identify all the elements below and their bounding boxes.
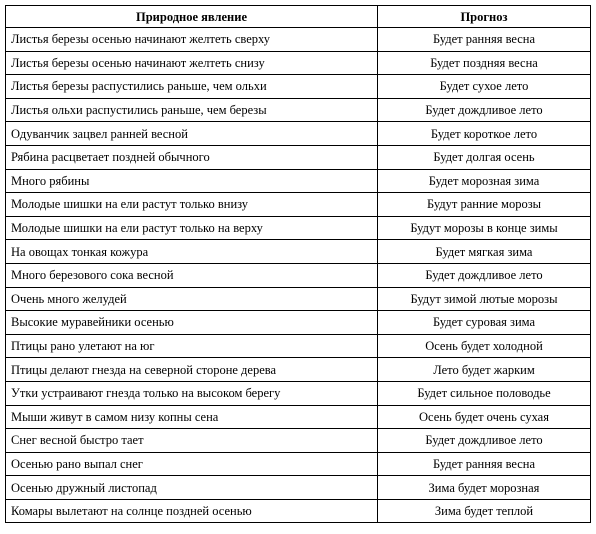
forecast-cell: Лето будет жарким	[378, 358, 591, 382]
forecast-cell: Будет мягкая зима	[378, 240, 591, 264]
phenomenon-cell: Листья березы распустились раньше, чем ольхи	[6, 75, 378, 99]
forecast-cell: Будут морозы в конце зимы	[378, 216, 591, 240]
forecast-cell: Будет сильное половодье	[378, 381, 591, 405]
forecast-cell: Будет дождливое лето	[378, 429, 591, 453]
folk-signs-table	[5, 5, 591, 523]
table-row	[6, 287, 591, 311]
table-row	[6, 216, 591, 240]
table-row	[6, 122, 591, 146]
forecast-cell: Будет долгая осень	[378, 145, 591, 169]
table-row	[6, 452, 591, 476]
forecast-cell: Будет морозная зима	[378, 169, 591, 193]
phenomenon-cell: Листья березы осенью начинают желтеть сверху	[6, 28, 378, 52]
table-row	[6, 499, 591, 523]
table-row	[6, 75, 591, 99]
phenomenon-cell: Снег весной быстро тает	[6, 429, 378, 453]
table-row	[6, 311, 591, 335]
table-row	[6, 193, 591, 217]
header-forecast: Прогноз	[378, 6, 591, 28]
phenomenon-cell: Очень много желудей	[6, 287, 378, 311]
phenomenon-cell: На овощах тонкая кожура	[6, 240, 378, 264]
forecast-cell: Осень будет очень сухая	[378, 405, 591, 429]
table-row	[6, 51, 591, 75]
folk-signs-table-container	[5, 5, 590, 523]
forecast-cell: Будет ранняя весна	[378, 28, 591, 52]
forecast-cell: Осень будет холодной	[378, 334, 591, 358]
phenomenon-cell: Много березового сока весной	[6, 263, 378, 287]
header-phenomenon: Природное явление	[6, 6, 378, 28]
table-row	[6, 334, 591, 358]
forecast-cell: Будет поздняя весна	[378, 51, 591, 75]
table-row	[6, 28, 591, 52]
phenomenon-cell: Молодые шишки на ели растут только внизу	[6, 193, 378, 217]
forecast-cell: Зима будет теплой	[378, 499, 591, 523]
phenomenon-cell: Рябина расцветает поздней обычного	[6, 145, 378, 169]
forecast-cell: Зима будет морозная	[378, 476, 591, 500]
table-row	[6, 145, 591, 169]
phenomenon-cell: Высокие муравейники осенью	[6, 311, 378, 335]
forecast-cell: Будет дождливое лето	[378, 263, 591, 287]
table-row	[6, 240, 591, 264]
table-row	[6, 263, 591, 287]
forecast-cell: Будет сухое лето	[378, 75, 591, 99]
phenomenon-cell: Птицы делают гнезда на северной стороне дерева	[6, 358, 378, 382]
phenomenon-cell: Много рябины	[6, 169, 378, 193]
forecast-cell: Будут ранние морозы	[378, 193, 591, 217]
phenomenon-cell: Мыши живут в самом низу копны сена	[6, 405, 378, 429]
table-body	[6, 28, 591, 523]
table-row	[6, 169, 591, 193]
phenomenon-cell: Птицы рано улетают на юг	[6, 334, 378, 358]
table-row	[6, 476, 591, 500]
table-row	[6, 381, 591, 405]
forecast-cell: Будет суровая зима	[378, 311, 591, 335]
phenomenon-cell: Комары вылетают на солнце поздней осенью	[6, 499, 378, 523]
forecast-cell: Будет ранняя весна	[378, 452, 591, 476]
phenomenon-cell: Одуванчик зацвел ранней весной	[6, 122, 378, 146]
table-row	[6, 98, 591, 122]
phenomenon-cell: Осенью рано выпал снег	[6, 452, 378, 476]
table-header	[6, 6, 591, 28]
table-row	[6, 358, 591, 382]
phenomenon-cell: Листья ольхи распустились раньше, чем березы	[6, 98, 378, 122]
table-row	[6, 429, 591, 453]
phenomenon-cell: Осенью дружный листопад	[6, 476, 378, 500]
phenomenon-cell: Листья березы осенью начинают желтеть снизу	[6, 51, 378, 75]
table-row	[6, 405, 591, 429]
phenomenon-cell: Молодые шишки на ели растут только на верху	[6, 216, 378, 240]
forecast-cell: Будут зимой лютые морозы	[378, 287, 591, 311]
header-row	[6, 6, 591, 28]
phenomenon-cell: Утки устраивают гнезда только на высоком берегу	[6, 381, 378, 405]
forecast-cell: Будет дождливое лето	[378, 98, 591, 122]
forecast-cell: Будет короткое лето	[378, 122, 591, 146]
